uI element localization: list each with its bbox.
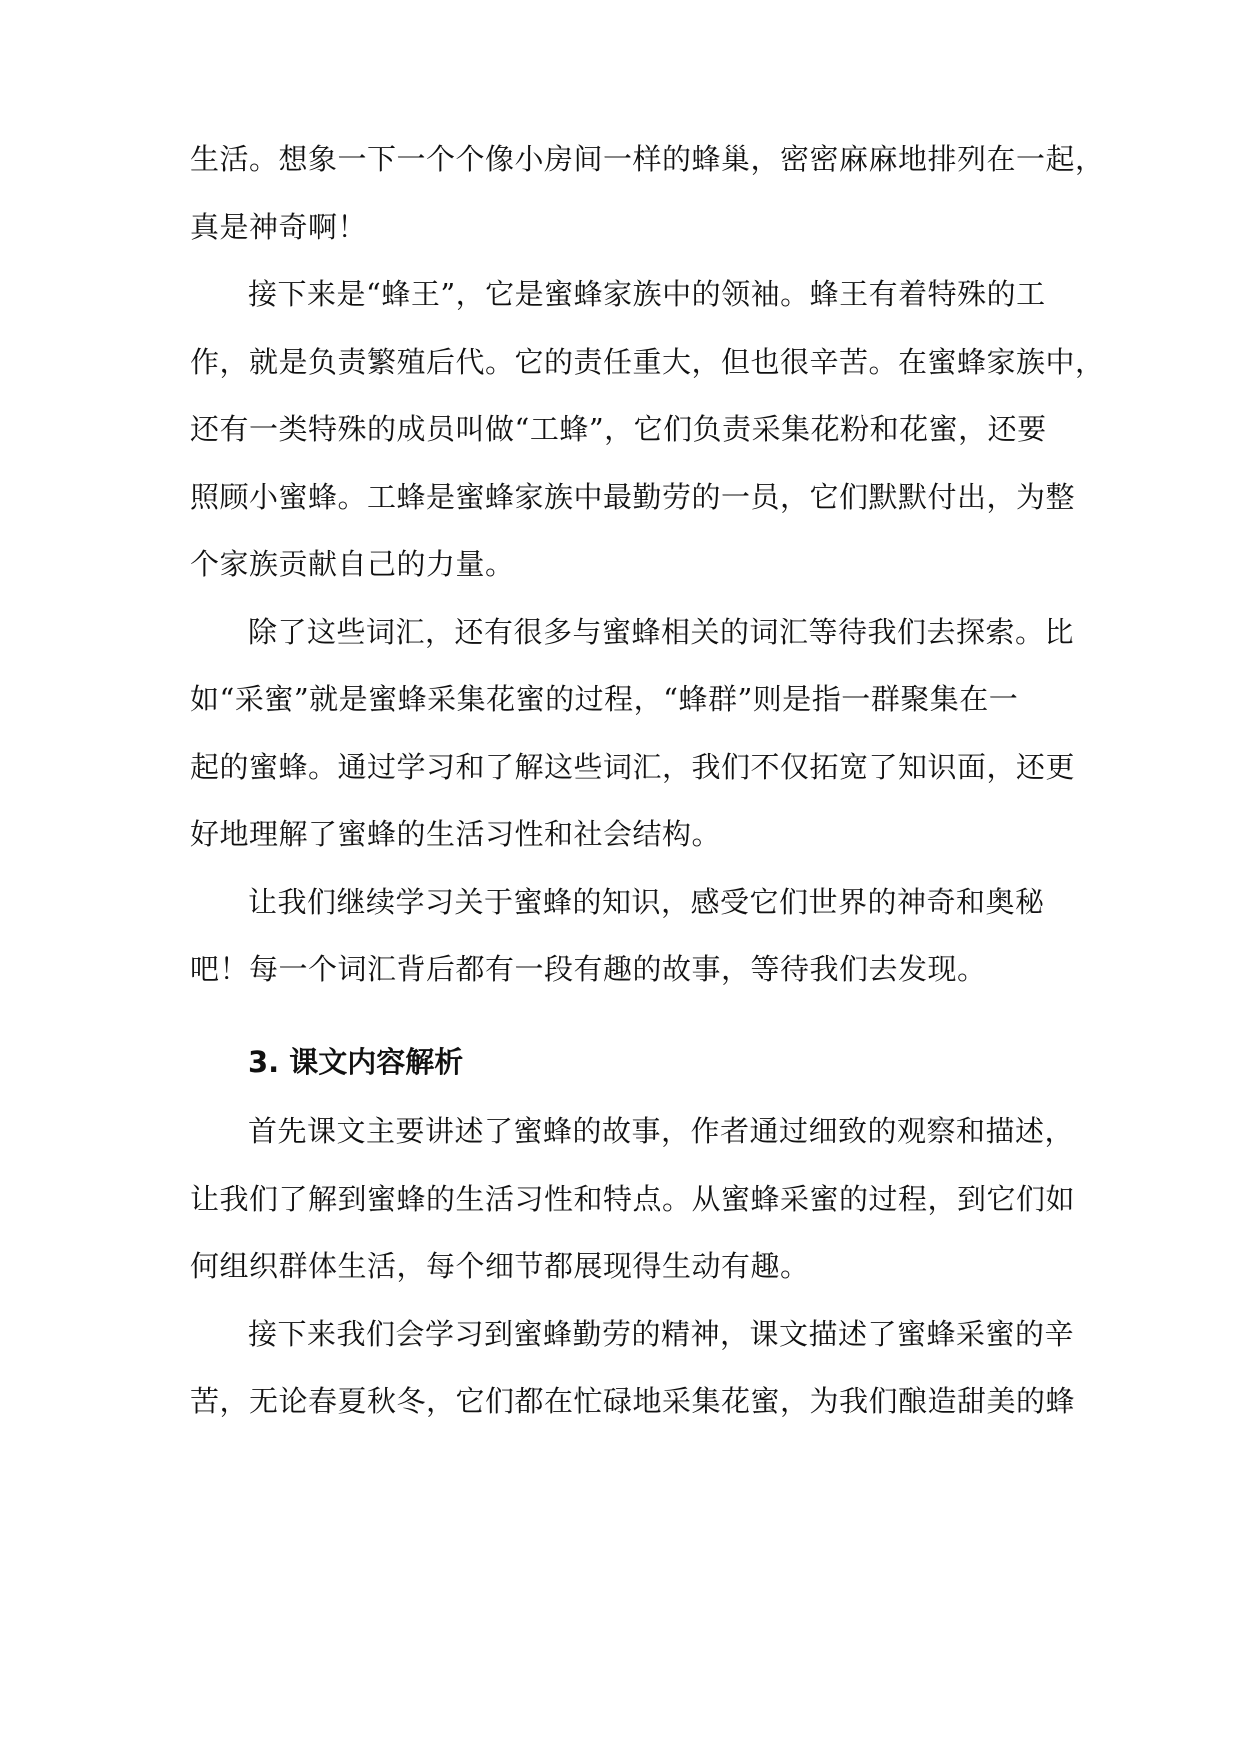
paragraph-line: 个家族贡献自己的力量。 bbox=[190, 547, 515, 581]
paragraph-line: 除了这些词汇，还有很多与蜜蜂相关的词汇等待我们去探索。比 bbox=[248, 615, 1075, 649]
paragraph-line: 何组织群体生活，每个细节都展现得生动有趣。 bbox=[190, 1249, 810, 1283]
paragraph-line: 首先课文主要讲述了蜜蜂的故事，作者通过细致的观察和描述， bbox=[248, 1114, 1075, 1148]
paragraph-line: 苦，无论春夏秋冬，它们都在忙碌地采集花蜜，为我们酿造甜美的蜂 bbox=[190, 1384, 1076, 1418]
paragraph-line: 还有一类特殊的成员叫做“工蜂”，它们负责采集花粉和花蜜，还要 bbox=[190, 412, 1047, 446]
section-heading: 3. 课文内容解析 bbox=[248, 1045, 464, 1079]
paragraph-line: 吧！每一个词汇背后都有一段有趣的故事，等待我们去发现。 bbox=[190, 952, 987, 986]
paragraph-line: 如“采蜜”就是蜜蜂采集花蜜的过程，“蜂群”则是指一群聚集在一 bbox=[190, 682, 1019, 716]
paragraph-line: 真是神奇啊！ bbox=[190, 210, 368, 244]
paragraph-line: 接下来是“蜂王”，它是蜜蜂家族中的领袖。蜂王有着特殊的工 bbox=[248, 277, 1046, 311]
paragraph-line: 好地理解了蜜蜂的生活习性和社会结构。 bbox=[190, 817, 722, 851]
paragraph-line: 生活。想象一下一个个像小房间一样的蜂巢，密密麻麻地排列在一起， bbox=[190, 142, 1105, 176]
paragraph-line: 接下来我们会学习到蜜蜂勤劳的精神，课文描述了蜜蜂采蜜的辛 bbox=[248, 1317, 1075, 1351]
paragraph-line: 让我们了解到蜜蜂的生活习性和特点。从蜜蜂采蜜的过程，到它们如 bbox=[190, 1182, 1076, 1216]
paragraph-line: 照顾小蜜蜂。工蜂是蜜蜂家族中最勤劳的一员，它们默默付出，为整 bbox=[190, 480, 1076, 514]
paragraph-line: 让我们继续学习关于蜜蜂的知识，感受它们世界的神奇和奥秘 bbox=[248, 885, 1045, 919]
paragraph-line: 作，就是负责繁殖后代。它的责任重大，但也很辛苦。在蜜蜂家族中， bbox=[190, 345, 1105, 379]
paragraph-line: 起的蜜蜂。通过学习和了解这些词汇，我们不仅拓宽了知识面，还更 bbox=[190, 750, 1076, 784]
